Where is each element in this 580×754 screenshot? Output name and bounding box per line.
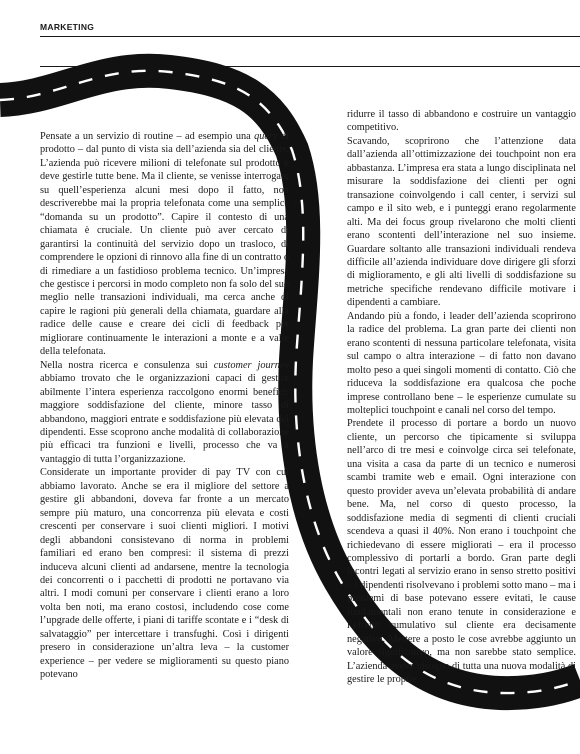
paragraph bbox=[347, 417, 576, 686]
text-run: Considerate un importante provider di pay TV con cui abbiamo lavorato. Anche se era il migliore del settore a gestire gli abbandoni, doveva far fronte a un mercato sempre più maturo, una concorrenza più elevata e costi crescenti per conservare i suoi clienti migliori. I motivi degli abbandoni consistevano di norma in problemi familiari ed erano ben compresi: il sistema di prezzi induceva alcuni clienti ad andarsene, mentre la tecnologia dei concorrenti o i pacchetti di prodotti ne portavano via altri. I modi comuni per conservare i clienti erano a loro volta ben noti, ma erano costosi, includendo cose come l’upgrade delle offerte, i piani di tariffe scontate e i “desk di salvataggio” per intercettare i transfughi. Così i dirigenti presero in considerazione un’altra leva – la customer experience – per vedere se miglioramenti su questo piano potevano bbox=[40, 467, 289, 681]
text-run: ridurre il tasso di abbandono e costruire un vantaggio competitivo. bbox=[347, 109, 576, 134]
paragraph bbox=[40, 359, 289, 467]
text-run: Nella nostra ricerca e consulenza sui bbox=[40, 359, 214, 371]
paragraph bbox=[347, 310, 576, 418]
text-run: di prodotto – dal punto di vista sia dell’azienda sia del cliente. L’azienda può ricevere milioni di telefonate sul prodotto e deve gestirle tutte bene. Ma il cliente, se venisse interrogato su quell’esperienza alcuni mesi dopo il fatto, non descriverebbe mai la propria telefonata come una semplice “domanda su un prodotto”. Capire il contesto di una chiamata è cruciale. Un cliente può aver cercato di garantirsi la continuità del servizio dopo un trasloco, di comprendere le opzioni di rinnovo alla fine di un contratto o di rimediare a un fastidioso problema tecnico. Un’impresa che gestisce i percorsi in modo completo non fa solo del suo meglio nelle transazioni individuali, ma cerca anche di capire le ragioni più generali della chiamata, guardare alla radice delle cause e creare dei cicli di feedback per migliorare continuamente le interazioni a monte e a valle della telefonata. bbox=[40, 131, 289, 358]
paragraph bbox=[347, 108, 576, 135]
paragraph bbox=[40, 466, 289, 681]
text-run: Scavando, scoprirono che l’attenzione data dall’azienda all’ottimizzazione dei touchpoint non era abbastanza. L’impresa era stata a lungo disciplinata nel misurare la soddisfazione dei clienti per ogni transazione coinvolgendo i call center, i servizi sul campo e il sito web, e i punteggi erano regolarmente alti. Ma dei focus group rivelarono che molti clienti erano scontenti dell’interazione nel suo insieme. Guardare soltanto alle transazioni individuali rendeva difficile all’azienda individuare dove dirigere gli sforzi di miglioramento, e gli alti livelli di soddisfazione su metriche specifiche rendevano difficile motivare i dipendenti a cambiare. bbox=[347, 135, 576, 309]
paragraph bbox=[40, 130, 289, 359]
paragraph bbox=[347, 135, 576, 310]
text-run: Andando più a fondo, i leader dell’azienda scoprirono la radice del problema. La gran parte dei clienti non erano scontenti di nessuna particolare telefonata, visita sul campo o altra interazione – di fatto non davano molto peso a quei singoli momenti di contatto. Ciò che riduceva la soddisfazione era qualcosa che poche imprese controllano bene – le esperienze cumulate su molteplici touchpoint e canali nel corso del tempo. bbox=[347, 310, 576, 416]
text-column-left bbox=[40, 130, 289, 682]
italic-term: query bbox=[254, 131, 278, 142]
text-run: Prendete il processo di portare a bordo un nuovo cliente, un percorso che tipicamente si sviluppa nell’arco di tre mesi e coinvolge circa sei telefonate, una visita a casa da parte di un tecnico e numerosi scambi tramite web e email. Ogni interazione con questo provider aveva un’elevata probabilità di andare bene. Ma, nel corso di questo processo, la soddisfazione media di segmenti di clienti cruciali scendeva a quasi il 40%. Non erano i touchpoint che richiedevano di essere migliorati – era il processo complessivo di portarli a bordo. Gran parte degli incontri legati al servizio erano in senso stretto positivi – i dipendenti risolvevano i problemi sotto mano – ma i problemi di base potevano essere evitati, le cause fondamentali non erano tenute in considerazione e l’effetto cumulativo sul cliente era decisamente negativo. Mettere a posto le cose avrebbe aggiunto un valore significativo, ma non sarebbe stato semplice. L’azienda aveva bisogno di tutta una nuova modalità di gestire le proprie bbox=[347, 418, 576, 686]
section-label: MARKETING bbox=[40, 22, 95, 32]
text-run: Pensate a un servizio di routine – ad esempio una bbox=[40, 131, 255, 142]
italic-term: customer journey bbox=[213, 359, 289, 371]
text-run: abbiamo trovato che le organizzazioni capaci di gestire abilmente l’intera esperienza raccolgono enormi benefici: maggiore soddisfazione del cliente, minore tasso di abbandono, maggiori entrate e soddisfazione più elevata dei dipendenti. Esse scoprono anche modalità di collaborazione più efficaci tra funzioni e livelli, processo che va a vantaggio di tutta l’organizzazione. bbox=[40, 373, 289, 465]
text-column-right bbox=[347, 108, 576, 686]
